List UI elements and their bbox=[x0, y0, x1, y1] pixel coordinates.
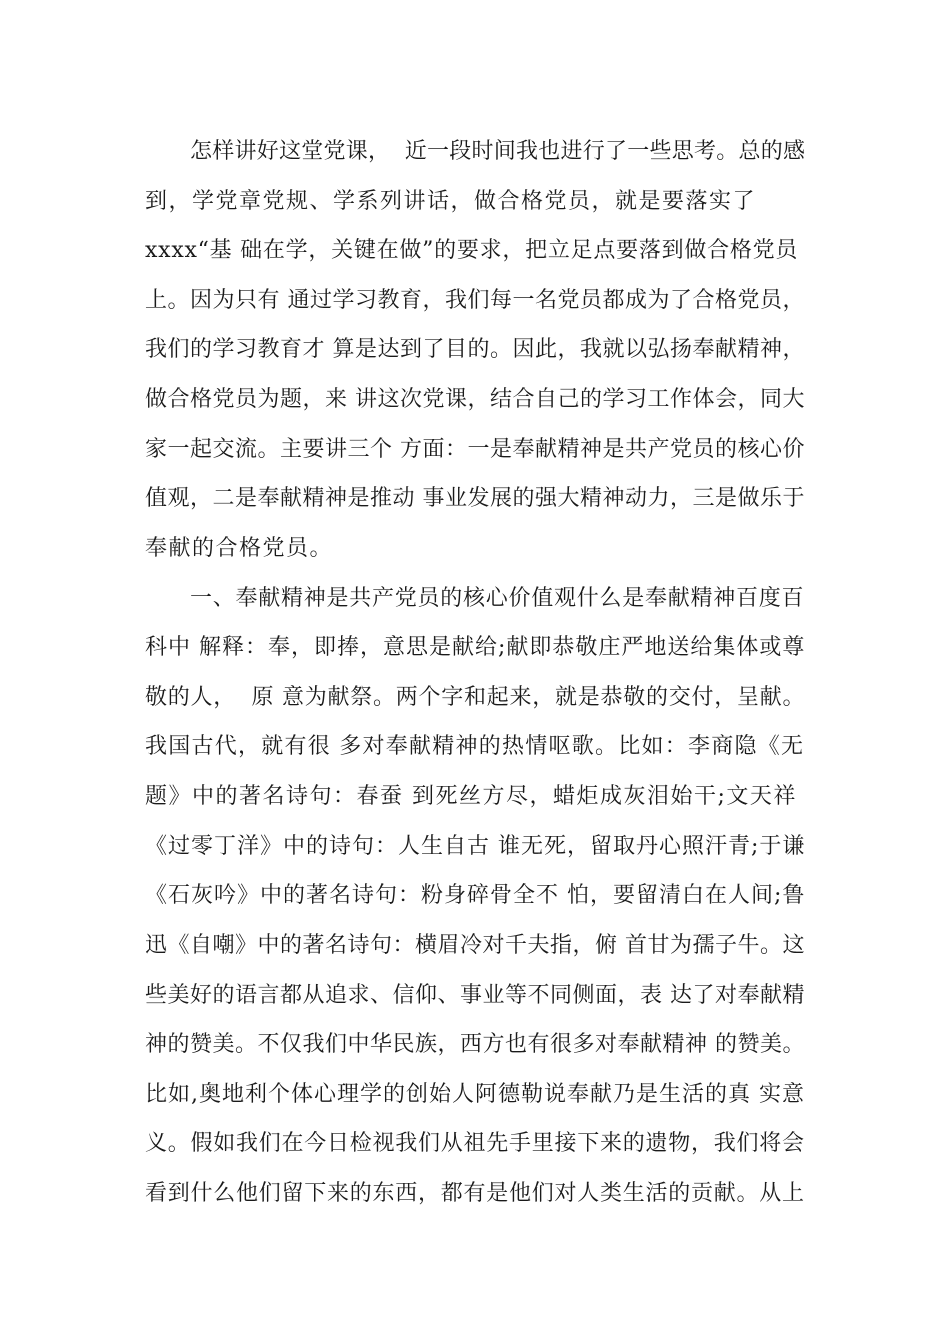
text-line: 家一起交流。主要讲三个 方面：一是奉献精神是共产党员的核心价 bbox=[145, 437, 805, 462]
text-line: 值观，二是奉献精神是推动 事业发展的强大精神动力，三是做乐于 bbox=[145, 486, 805, 511]
text-line: 题》中的著名诗句：春蚕 到死丝方尽，蜡炬成灰泪始干;文天祥 bbox=[145, 784, 797, 809]
text-line: 我国古代，就有很 多对奉献精神的热情呕歌。比如：李商隐《无 bbox=[145, 734, 805, 759]
text-line: 义。假如我们在今日检视我们从祖先手里接下来的遗物，我们将会 bbox=[145, 1131, 805, 1156]
text-line: 《石灰吟》中的著名诗句：粉身碎骨全不 怕，要留清白在人间;鲁 bbox=[145, 883, 806, 908]
text-line: 《过零丁洋》中的诗句：人生自古 谁无死，留取丹心照汗青;于谦 bbox=[145, 834, 806, 859]
text-line: 敬的人， 原 意为献祭。两个字和起来，就是恭敬的交付，呈献。 bbox=[145, 685, 806, 710]
text-line: 我们的学习教育才 算是达到了目的。因此，我就以弘扬奉献精神， bbox=[145, 337, 805, 362]
text-line: 到，学党章党规、学系列讲话，做合格党员，就是要落实了 bbox=[145, 189, 757, 214]
text-line: 些美好的语言都从追求、信仰、事业等不同侧面，表 达了对奉献精 bbox=[145, 983, 805, 1008]
text-line: 迅《自嘲》中的著名诗句：横眉冷对千夫指，俯 首甘为孺子牛。这 bbox=[145, 933, 805, 958]
text-line: 比如,奥地利个体心理学的创始人阿德勒说奉献乃是生活的真 实意 bbox=[145, 1082, 805, 1107]
text-line: 奉献的合格党员。 bbox=[145, 536, 334, 561]
text-line: 一、奉献精神是共产党员的核心价值观什么是奉献精神百度百 bbox=[190, 586, 805, 611]
text-line: 科中 解释：奉，即捧，意思是献给;献即恭敬庄严地送给集体或尊 bbox=[145, 635, 806, 660]
text-line: 看到什么他们留下来的东西，都有是他们对人类生活的贡献。从上 bbox=[145, 1181, 805, 1206]
text-line: 怎样讲好这堂党课， 近一段时间我也进行了一些思考。总的感 bbox=[190, 139, 806, 164]
text-line: 做合格党员为题，来 讲这次党课，结合自己的学习工作体会，同大 bbox=[145, 387, 805, 412]
text-line: 上。因为只有 通过学习教育，我们每一名党员都成为了合格党员， bbox=[145, 288, 805, 313]
text-line: 神的赞美。不仅我们中华民族，西方也有很多对奉献精神 的赞美。 bbox=[145, 1032, 805, 1057]
text-line: xxxx“基 础在学，关键在做”的要求，把立足点要落到做合格党员 bbox=[145, 238, 799, 263]
